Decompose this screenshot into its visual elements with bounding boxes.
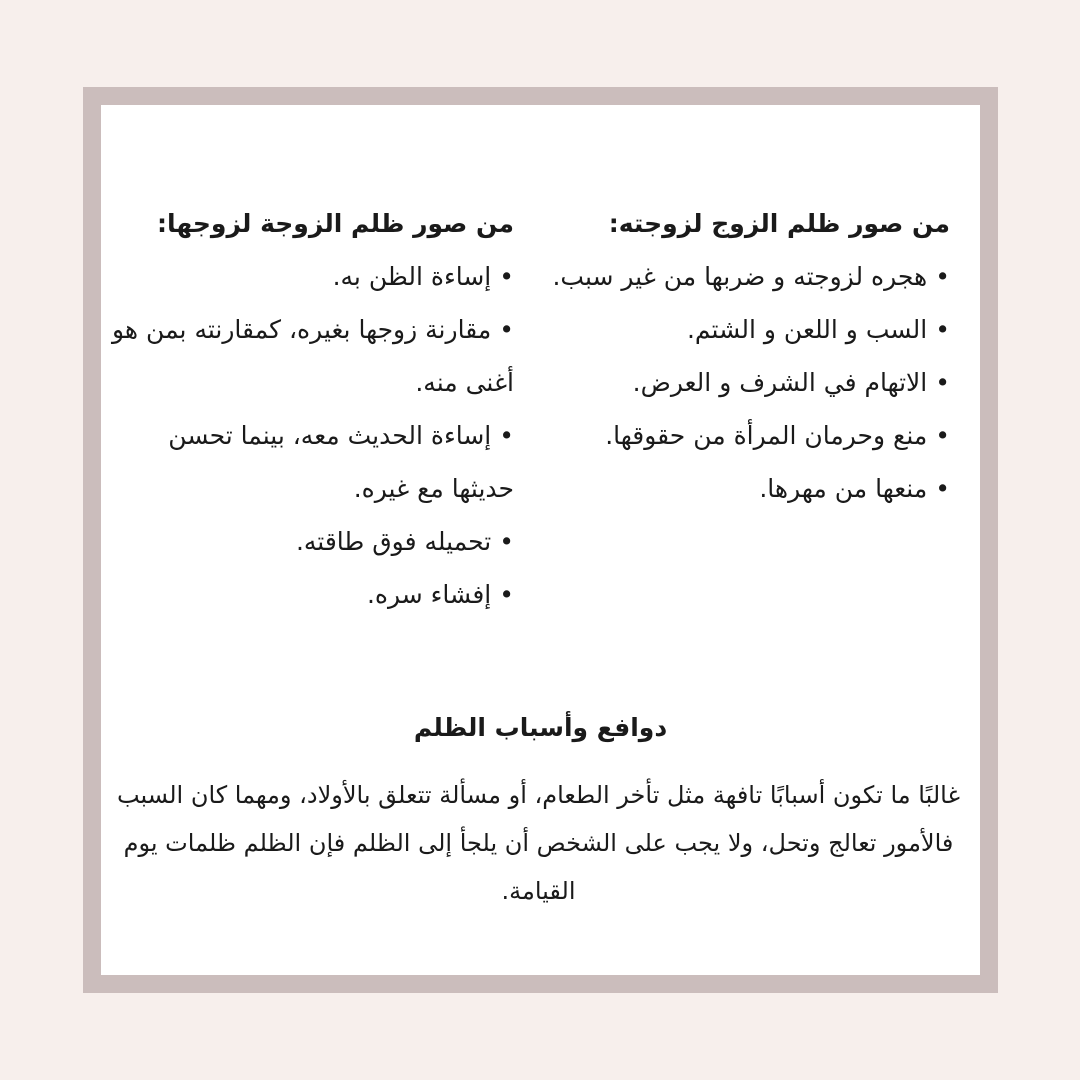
bullet-icon: •	[499, 527, 514, 556]
causes-heading: دوافع وأسباب الظلم	[413, 713, 668, 742]
bullet-icon: •	[935, 474, 950, 503]
list-item	[104, 515, 514, 568]
bullet-icon: •	[935, 368, 950, 397]
bullet-icon: •	[935, 262, 950, 291]
wife-column-title: من صور ظلم الزوجة لزوجها:	[157, 209, 514, 238]
list-item	[104, 303, 514, 409]
outer-frame	[83, 87, 998, 993]
list-item-text: الاتهام في الشرف و العرض.	[632, 368, 928, 397]
list-item-text: منعها من مهرها.	[759, 474, 928, 503]
causes-paragraph: غالبًا ما تكون أسبابًا تافهة مثل تأخر الطعام، أو مسألة تتعلق بالأولاد، ومهما كان السبب فالأمور تعالج وتحل، ولا يجب على الشخص أن يلجأ إلى الظلم فإن الظلم ظلمات يوم القيامة.	[116, 781, 960, 905]
list-item-text: إساءة الظن به.	[332, 262, 492, 291]
list-item-text: السب و اللعن و الشتم.	[686, 315, 928, 344]
list-item-text: إساءة الحديث معه، بينما تحسن حديثها مع غيره.	[168, 421, 514, 503]
husband-items-list	[550, 250, 950, 515]
bullet-icon: •	[935, 315, 950, 344]
list-item-text: منع وحرمان المرأة من حقوقها.	[605, 421, 928, 450]
list-item	[550, 409, 950, 462]
list-item	[550, 250, 950, 303]
husband-oppression-column	[550, 197, 950, 515]
bullet-icon: •	[499, 421, 514, 450]
list-item	[104, 568, 514, 621]
list-item-text: إفشاء سره.	[366, 580, 492, 609]
bullet-icon: •	[499, 315, 514, 344]
list-item	[550, 462, 950, 515]
list-item	[104, 409, 514, 515]
bullet-icon: •	[499, 580, 514, 609]
list-item-text: هجره لزوجته و ضربها من غير سبب.	[552, 262, 928, 291]
list-item	[550, 303, 950, 356]
wife-oppression-column	[104, 197, 514, 621]
list-item-text: مقارنة زوجها بغيره، كمقارنته بمن هو أغنى منه.	[112, 315, 514, 397]
husband-column-title: من صور ظلم الزوج لزوجته:	[608, 209, 950, 238]
bullet-icon: •	[935, 421, 950, 450]
list-item	[104, 250, 514, 303]
content-card	[101, 105, 980, 975]
list-item	[550, 356, 950, 409]
list-item-text: تحميله فوق طاقته.	[295, 527, 492, 556]
wife-items-list	[104, 250, 514, 621]
bullet-icon: •	[499, 262, 514, 291]
